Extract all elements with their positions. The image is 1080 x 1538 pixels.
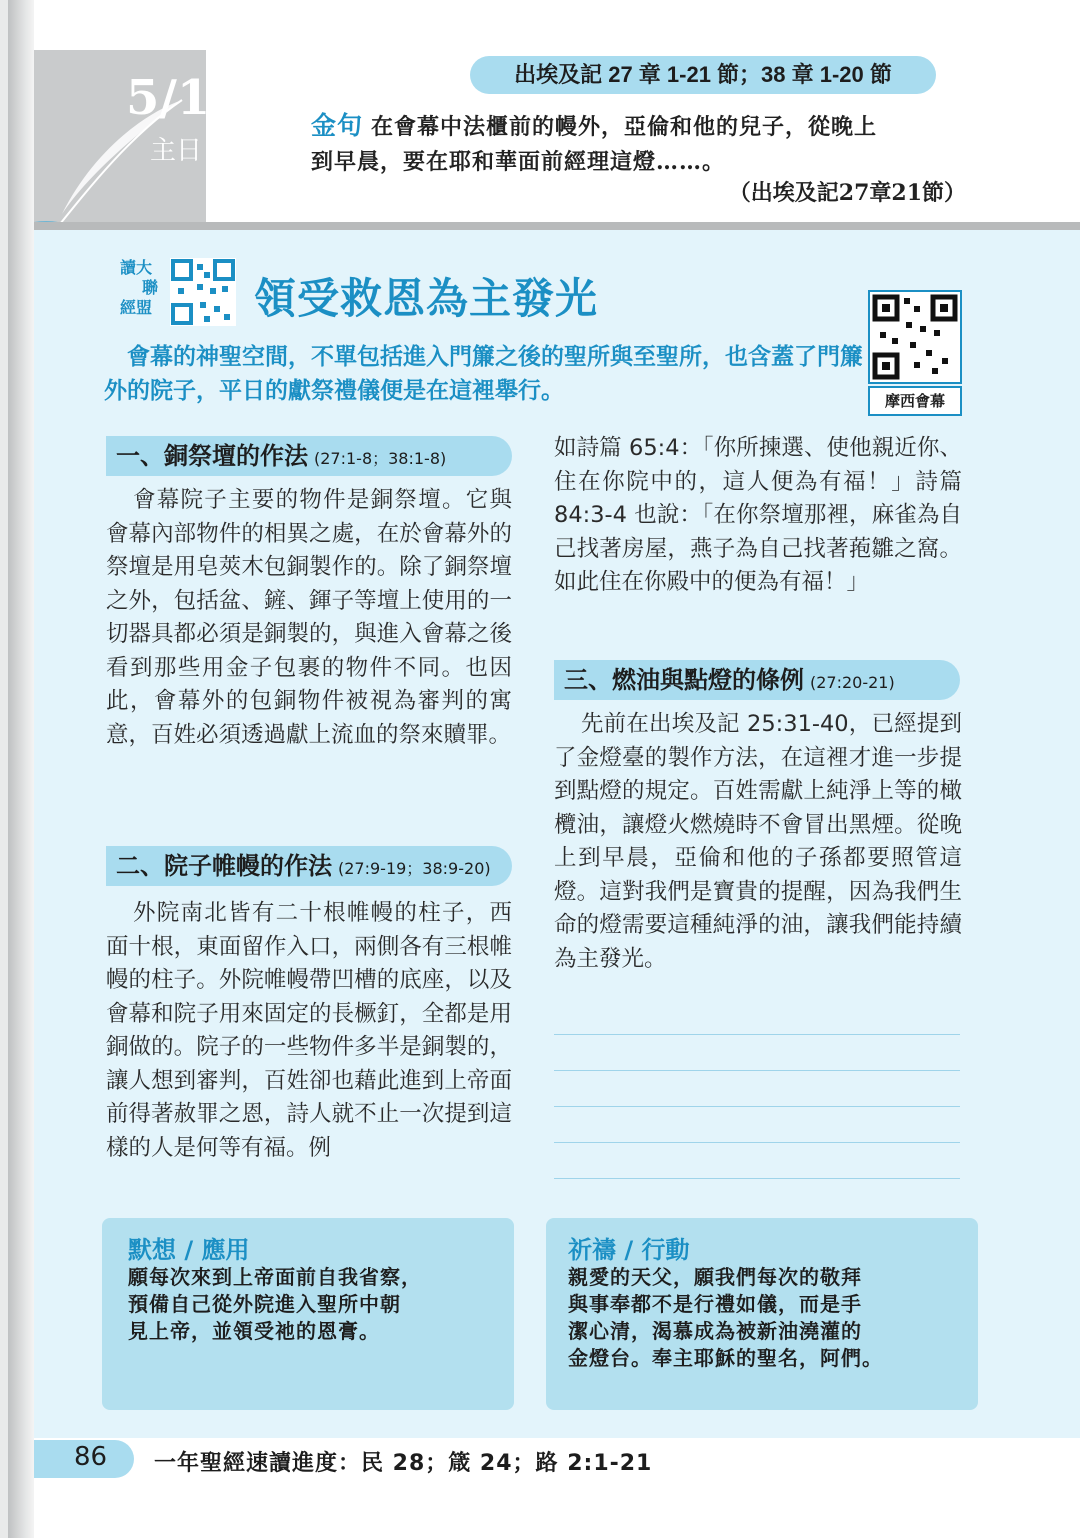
section-body-1: 會幕院子主要的物件是銅祭壇。它與會幕內部物件的相異之處，在於會幕外的祭壇是用皂莢木包銅製作的。除了銅祭壇之外，包括盆、鏟、鍕子等壇上使用的一切器具都必須是銅製的，與進入會幕之後看到那些用金子包裹的物件不同。也因此，會幕外的包銅物件被視為審判的寓意，百姓必須透過獻上流血的祭來贖罪。 [106, 487, 512, 748]
intro-paragraph: 會幕的神聖空間，不單包括進入門簾之後的聖所與至聖所，也含蓋了門簾外的院子，平日的獻祭禮儀便是在這裡舉行。 [104, 344, 863, 404]
qr-code-icon[interactable] [868, 290, 962, 384]
reflection-heading: 默想 / 應用 [128, 1236, 250, 1264]
reading-progress: 一年聖經速讀進度：民 28；箴 24；路 2:1-21 [154, 1451, 653, 1476]
qr-label: 摩西會幕 [868, 386, 962, 416]
section-body-3: 先前在出埃及記 25:31-40，已經提到了金燈臺的製作方法，在這裡才進一步提到點燈的規定。百姓需獻上純淨上等的橄欖油，讓燈火燃燒時不會冒出黑煙。從晚上到早晨，亞倫和他的子孫都要照管這燈。這對我們是寶貴的提醒，因為我們生命的燈需要這種純淨的油，讓我們能持續為主發光。 [554, 711, 962, 972]
key-verse-line1: 在會幕中法櫃前的幔外，亞倫和他的兒子，從晚上 [371, 114, 878, 140]
section-body-2: 外院南北皆有二十根帷幔的柱子，西面十根，東面留作入口，兩側各有三根帷幔的柱子。外院帷幔帶凹槽的底座，以及會幕和院子用來固定的長橛釘，全都是用銅做的。院子的一些物件多半是銅製的，讓人想到審判，百姓卻也藉此進到上帝面前得著赦罪之恩，詩人就不止一次提到這樣的人是何等有福。例 [106, 900, 512, 1161]
note-line [554, 1106, 960, 1107]
book-spine [8, 0, 34, 1538]
note-line [554, 1070, 960, 1071]
note-line [554, 1142, 960, 1143]
section-heading-2: 二、院子帷幔的作法 (27:9-19；38:9-20) [106, 846, 512, 886]
scripture-range: 出埃及記 27 章 1-21 節；38 章 1-20 節 [470, 56, 936, 94]
qr-code-icon[interactable] [170, 258, 236, 326]
key-verse-label: 金句 [311, 111, 364, 140]
section-heading-3: 三、燃油與點燈的條例 (27:20-21) [554, 660, 960, 700]
header-divider [8, 222, 1080, 230]
page [8, 0, 1080, 1538]
key-verse-ref: （出埃及記27章21節） [728, 180, 966, 206]
page-number: 86 [74, 1442, 108, 1472]
section-body-2-continued: 如詩篇 65:4：「你所揀選、使他親近你、住在你院中的，這人便為有福！」詩篇 84:3-4 也說：「在你祭壇那裡，麻雀為自己找著房屋，燕子為自己找著菢雛之窩。如此住在你殿中的便為有福！」 [554, 435, 962, 595]
key-verse [311, 108, 971, 180]
note-line [554, 1034, 960, 1035]
page-title: 領受救恩為主發光 [254, 274, 599, 323]
key-verse-line2: 到早晨，要在耶和華面前經理這燈……。 [311, 149, 726, 175]
date: 5/16 [126, 70, 244, 126]
note-line [554, 1178, 960, 1179]
section-heading-1: 一、銅祭壇的作法 (27:1-8；38:1-8) [106, 436, 512, 476]
prayer-text: 親愛的天父，願我們每次的敬拜 與事奉都不是行禮如儀，而是手 潔心清，渴慕成為被新油澆灌的 金燈台。奉主耶穌的聖名，阿們。 [568, 1265, 883, 1370]
header [8, 0, 1080, 228]
reading-badge: 讀大 聯 經盟 [120, 258, 159, 317]
prayer-heading: 祈禱 / 行動 [568, 1236, 690, 1264]
reflection-text: 願每次來到上帝面前自我省察， 預備自己從外院進入聖所中朝 見上帝，並領受祂的恩膏。 [128, 1265, 422, 1343]
weekday: 主日 [150, 136, 203, 166]
